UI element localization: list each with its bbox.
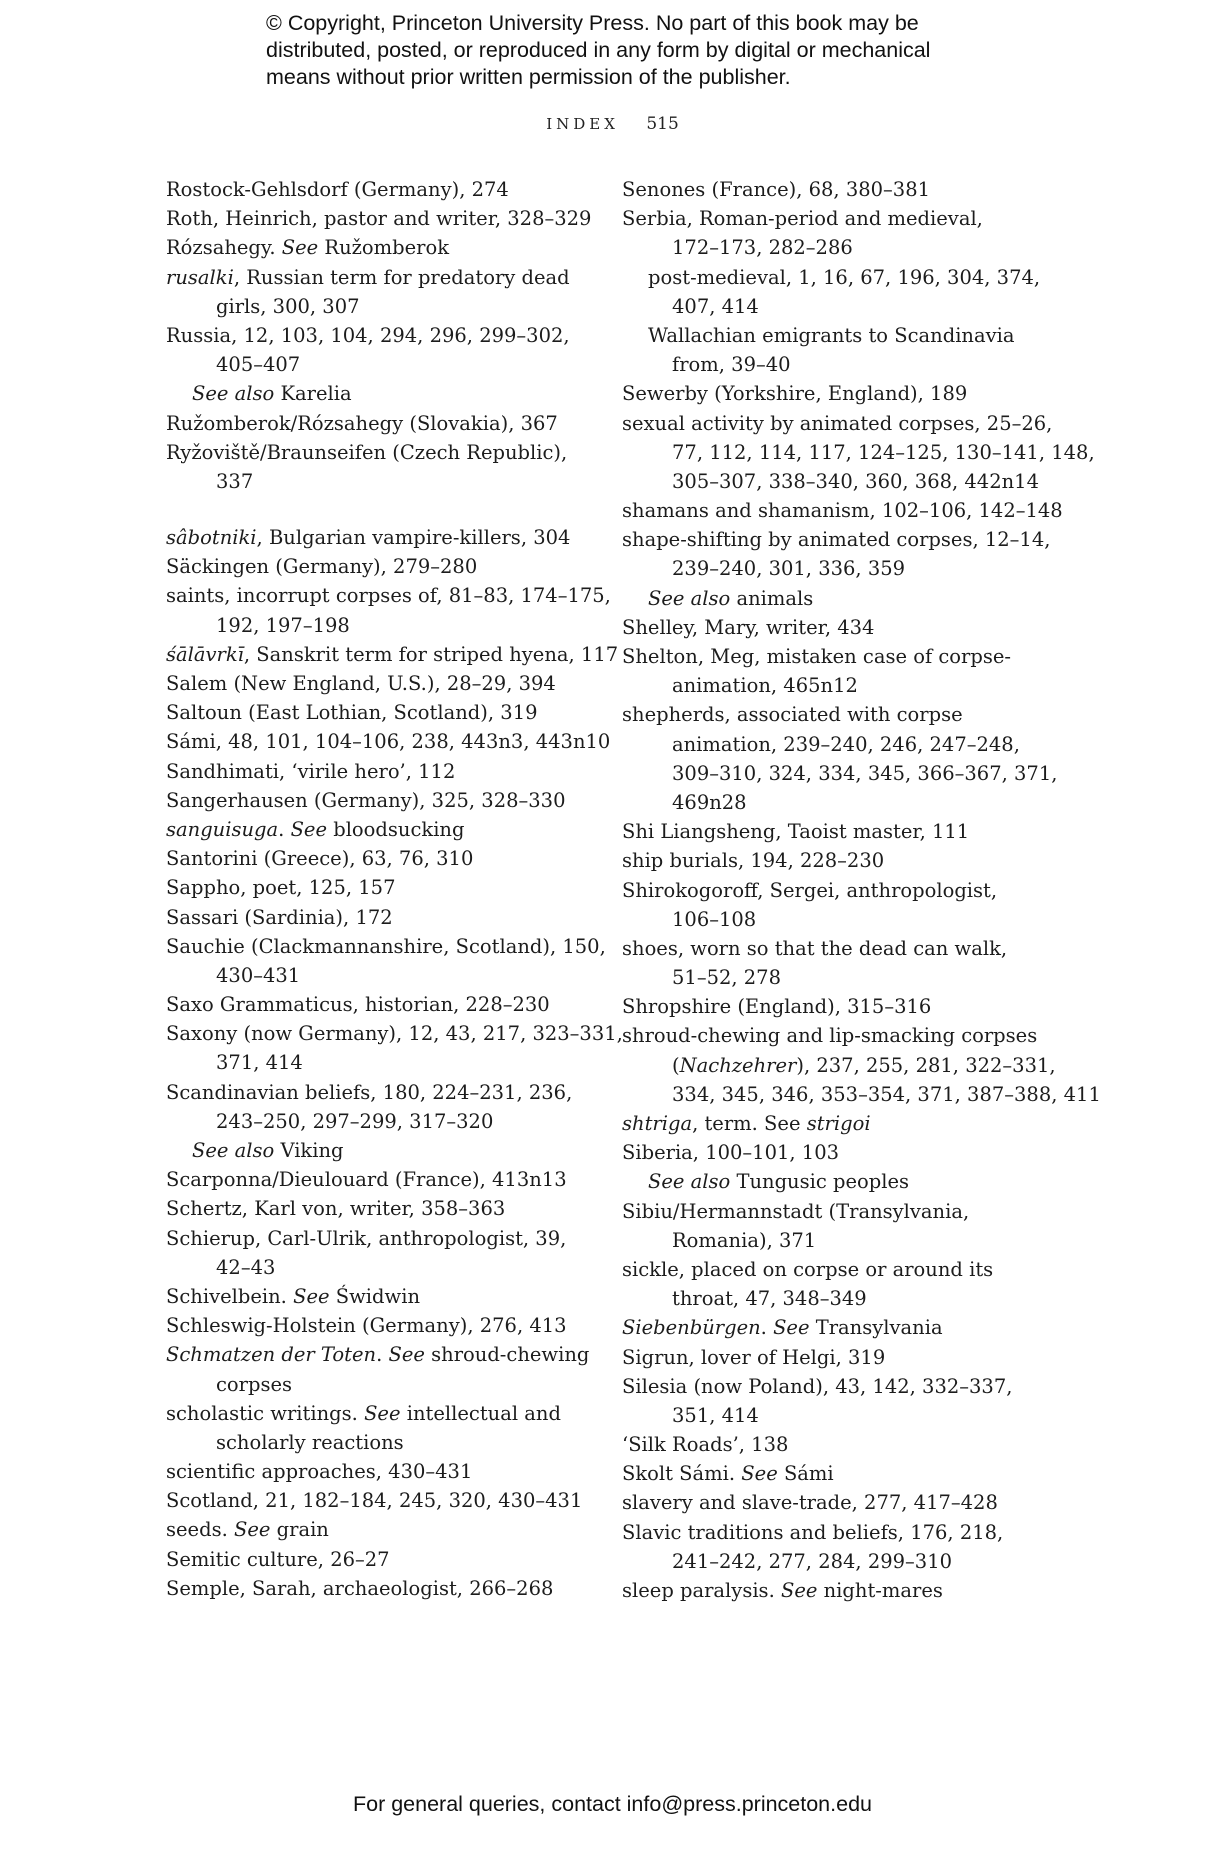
index-text: Shirokogoroff, Sergei, anthropologist, [622, 878, 998, 902]
index-entry [622, 1576, 1062, 1605]
index-entry [622, 1430, 1062, 1459]
index-text: Ružomberok [318, 236, 450, 260]
index-entry [166, 1399, 606, 1428]
index-entry [166, 786, 606, 815]
index-entry [166, 1574, 606, 1603]
index-text: throat, 47, 348–349 [672, 1287, 867, 1311]
index-entry [622, 1372, 1062, 1401]
index-entry-continuation [622, 438, 1095, 467]
index-entry [622, 700, 1062, 729]
index-text: Skolt Sámi. [622, 1462, 742, 1486]
index-entry [622, 525, 1062, 554]
index-text: grain [270, 1518, 329, 1542]
index-entry [622, 876, 1062, 905]
index-entry-continuation [166, 292, 606, 321]
index-entry [166, 263, 606, 292]
index-entry [166, 873, 606, 902]
index-text: Wallachian emigrants to Scandinavia [648, 323, 1015, 347]
index-entry-continuation [622, 554, 1062, 583]
index-entry-continuation [622, 350, 1062, 379]
index-text: See [388, 1343, 425, 1367]
index-text: 192, 197–198 [216, 613, 350, 637]
index-entry [622, 1488, 1062, 1517]
index-entry [622, 409, 1062, 438]
index-entry-continuation [166, 1370, 606, 1399]
index-entry [622, 1138, 1062, 1167]
index-text: Saxony (now Germany), 12, 43, 217, 323–331, [166, 1022, 623, 1046]
index-text: See also [648, 586, 731, 610]
index-column-left [166, 175, 623, 1603]
running-head-title: INDEX [546, 115, 619, 133]
index-text: 305–307, 338–340, 360, 368, 442n14 [672, 469, 1039, 493]
index-text: Sassari (Sardinia), 172 [166, 905, 393, 929]
index-entry [166, 844, 606, 873]
index-text: Sibiu/Hermannstadt (Transylvania, [622, 1199, 970, 1223]
index-entry [622, 1197, 1062, 1226]
index-entry [166, 552, 606, 581]
index-entry [166, 1194, 606, 1223]
index-text: shepherds, associated with corpse [622, 703, 963, 727]
index-text: scientific approaches, 430–431 [166, 1460, 473, 1484]
index-entry [166, 1224, 606, 1253]
index-text: Sauchie (Clackmannanshire, Scotland), 150, [166, 934, 606, 958]
index-text: 241–242, 277, 284, 299–310 [672, 1549, 953, 1573]
index-text: girls, 300, 307 [216, 294, 360, 318]
index-text: Säckingen (Germany), 279–280 [166, 555, 478, 579]
index-entry-continuation [166, 1136, 606, 1165]
index-text: Sámi [777, 1462, 834, 1486]
index-text: 243–250, 297–299, 317–320 [216, 1109, 494, 1133]
index-text: Rózsahegy. [166, 236, 282, 260]
index-entry [166, 204, 606, 233]
index-text: from, 39–40 [672, 353, 791, 377]
index-text: See [233, 1518, 271, 1542]
index-text: , Sanskrit term for striped hyena, 117 [243, 642, 619, 666]
index-text: Russia, 12, 103, 104, 294, 296, 299–302, [166, 323, 570, 347]
index-text: Transylvania [809, 1316, 943, 1340]
index-text: sickle, placed on corpse or around its [622, 1257, 994, 1281]
index-text: 172–173, 282–286 [672, 236, 853, 260]
index-text: animation, 239–240, 246, 247–248, [672, 732, 1020, 756]
index-text: 351, 414 [672, 1403, 759, 1427]
index-text: 371, 414 [216, 1051, 303, 1075]
copyright-line: distributed, posted, or reproduced in any form by digital or mechanical [266, 38, 931, 62]
index-text: ( [672, 1053, 680, 1077]
index-text: Sigrun, lover of Helgi, 319 [622, 1345, 886, 1369]
index-text: ‘Silk Roads’, 138 [622, 1433, 789, 1457]
index-entry-continuation [166, 1107, 606, 1136]
index-entry-continuation [166, 1428, 606, 1457]
index-text: Shelley, Mary, writer, 434 [622, 615, 875, 639]
index-entry-continuation [622, 905, 1062, 934]
index-text: corpses [216, 1372, 293, 1396]
index-text: Saxo Grammaticus, historian, 228–230 [166, 993, 550, 1017]
index-text: . [278, 817, 291, 841]
index-text: shape-shifting by animated corpses, 12–14, [622, 528, 1051, 552]
index-text: Tungusic peoples [730, 1170, 910, 1194]
index-entry-continuation [166, 379, 606, 408]
index-text: Siberia, 100–101, 103 [622, 1141, 840, 1165]
index-text: 309–310, 324, 334, 345, 366–367, 371, [672, 761, 1058, 785]
index-text: scholarly reactions [216, 1430, 404, 1454]
index-entry-continuation [622, 1080, 1101, 1109]
index-text: 469n28 [672, 790, 747, 814]
index-text: Silesia (now Poland), 43, 142, 332–337, [622, 1374, 1013, 1398]
index-text: Slavic traditions and beliefs, 176, 218, [622, 1520, 1004, 1544]
index-text: shroud-chewing and lip-smacking corpses [622, 1024, 1038, 1048]
index-text: , Bulgarian vampire-killers, 304 [256, 526, 571, 550]
index-entry [622, 992, 1062, 1021]
running-head [0, 114, 1225, 134]
index-text: Shropshire (England), 315–316 [622, 995, 932, 1019]
index-text: See [741, 1462, 778, 1486]
index-text: Schivelbein. [166, 1284, 294, 1308]
index-text: Shelton, Meg, mistaken case of corpse- [622, 645, 1011, 668]
index-entry-continuation [622, 1284, 1062, 1313]
index-text: See also [648, 1170, 731, 1194]
index-text: post-medieval, 1, 16, 67, 196, 304, 374, [648, 265, 1041, 289]
index-text: slavery and slave-trade, 277, 417–428 [622, 1491, 998, 1515]
index-text: Sámi, 48, 101, 104–106, 238, 443n3, 443n10 [166, 730, 611, 754]
index-text: Rostock-Gehlsdorf (Germany), 274 [166, 178, 509, 201]
index-entry-continuation [622, 788, 1062, 817]
index-text: 407, 414 [672, 294, 759, 318]
index-entry [166, 409, 606, 438]
index-entry-continuation [622, 263, 1062, 292]
index-entry [622, 934, 1062, 963]
footer-contact: For general queries, contact info@press.princeton.edu [352, 1792, 872, 1816]
index-entry-continuation [622, 730, 1062, 759]
index-entry [622, 846, 1062, 875]
index-text: Siebenbürgen [622, 1316, 761, 1340]
index-text: shamans and shamanism, 102–106, 142–148 [622, 499, 1063, 523]
index-text: See [290, 817, 328, 841]
index-entry-continuation [622, 1051, 1062, 1080]
index-entry [622, 1109, 1062, 1138]
index-text: rusalki [166, 265, 234, 289]
index-text: sexual activity by animated corpses, 25–26, [622, 411, 1053, 435]
index-text: , term. See [692, 1112, 807, 1135]
index-entry [166, 990, 606, 1019]
index-entry [622, 1313, 1062, 1342]
index-text: scholastic writings. [166, 1401, 365, 1425]
index-text: 430–431 [216, 963, 301, 987]
index-entry-continuation [622, 1167, 1062, 1196]
index-text: See [773, 1316, 810, 1340]
index-text: ship burials, 194, 228–230 [622, 849, 885, 873]
index-text: Saltoun (East Lothian, Scotland), 319 [166, 701, 538, 725]
section-gap [166, 496, 606, 523]
index-text: Scarponna/Dieulouard (France), 413n13 [166, 1168, 567, 1192]
index-entry [622, 642, 1062, 671]
index-text: 405–407 [216, 353, 301, 377]
index-text: Schierup, Carl-Ulrik, anthropologist, 39, [166, 1226, 567, 1250]
index-text: Ryžoviště/Braunseifen (Czech Republic), [166, 440, 568, 464]
index-text: shtriga [622, 1112, 693, 1135]
index-text: Sangerhausen (Germany), 325, 328–330 [166, 788, 566, 812]
index-text: Serbia, Roman-period and medieval, [622, 207, 983, 231]
index-entry [166, 932, 606, 961]
index-text: 106–108 [672, 907, 757, 931]
index-entry [622, 1459, 1062, 1488]
index-entry [166, 438, 606, 467]
index-entry [166, 581, 611, 610]
index-entry [166, 1311, 606, 1340]
index-text: See [364, 1401, 401, 1425]
index-text: Santorini (Greece), 63, 76, 310 [166, 847, 474, 871]
index-text: See also [192, 382, 275, 406]
index-text: Nachzehrer [679, 1053, 797, 1077]
index-entry [622, 379, 1062, 408]
index-entry-continuation [622, 759, 1062, 788]
index-entry [166, 1545, 606, 1574]
index-entry [166, 1515, 606, 1544]
index-text: 77, 112, 114, 117, 124–125, 130–141, 148, [672, 440, 1095, 464]
index-text: shroud-chewing [424, 1343, 590, 1367]
index-entry [622, 1518, 1062, 1547]
index-text: animation, 465n12 [672, 674, 858, 698]
index-entry [166, 1078, 606, 1107]
index-column-right [622, 175, 1101, 1605]
index-entry [166, 727, 611, 756]
index-entry [166, 757, 606, 786]
index-text: See [780, 1579, 818, 1602]
index-text: Schmatzen der Toten [166, 1343, 377, 1367]
index-text: Schertz, Karl von, writer, 358–363 [166, 1197, 506, 1221]
copyright-notice [266, 10, 1026, 91]
index-text: śālāvrkī [166, 642, 244, 666]
index-text: See also [192, 1139, 275, 1162]
index-entry-continuation [622, 963, 1062, 992]
index-entry-continuation [166, 1048, 606, 1077]
index-text: ), 237, 255, 281, 322–331, [796, 1053, 1056, 1077]
index-entry-continuation [622, 584, 1062, 613]
index-text: Sewerby (Yorkshire, England), 189 [622, 382, 968, 406]
index-text: Romania), 371 [672, 1228, 817, 1252]
index-entry [622, 175, 1062, 204]
index-text: Scotland, 21, 182–184, 245, 320, 430–431 [166, 1489, 583, 1513]
index-entry [622, 204, 1062, 233]
index-text: seeds. [166, 1518, 234, 1542]
index-entry [166, 1165, 606, 1194]
index-text: strigoi [806, 1112, 871, 1135]
index-text: 239–240, 301, 336, 359 [672, 557, 906, 581]
index-text: . [760, 1316, 774, 1340]
index-entry-continuation [166, 1253, 606, 1282]
index-entry [166, 698, 606, 727]
index-text: Świdwin [329, 1284, 421, 1308]
index-entry-continuation [622, 467, 1062, 496]
index-text: night-mares [817, 1579, 943, 1602]
index-text: Karelia [274, 382, 352, 406]
index-text: 42–43 [216, 1255, 276, 1279]
index-text: saints, incorrupt corpses of, 81–83, 174–175, [166, 584, 611, 608]
index-entry [166, 1340, 606, 1369]
index-entry [166, 1282, 606, 1311]
index-entry-continuation [622, 292, 1062, 321]
index-entry-continuation [622, 1226, 1062, 1255]
index-text: Semple, Sarah, archaeologist, 266–268 [166, 1576, 554, 1600]
index-text: , Russian term for predatory dead [233, 265, 570, 289]
index-text: Salem (New England, U.S.), 28–29, 394 [166, 672, 556, 695]
index-entry [166, 175, 606, 204]
copyright-line: © Copyright, Princeton University Press. No part of this book may be [266, 11, 919, 35]
index-text: Sappho, poet, 125, 157 [166, 876, 396, 900]
index-text: sleep paralysis. [622, 1579, 781, 1602]
index-entry-continuation [622, 1547, 1062, 1576]
index-text: Semitic culture, 26–27 [166, 1547, 390, 1571]
index-text: 51–52, 278 [672, 966, 781, 990]
index-entry [622, 496, 1062, 525]
index-text: Shi Liangsheng, Taoist master, 111 [622, 820, 970, 844]
index-entry-continuation [166, 961, 606, 990]
index-text: Schleswig-Holstein (Germany), 276, 413 [166, 1314, 567, 1338]
index-text: Sandhimati, ‘virile hero’, 112 [166, 759, 456, 783]
index-entry [166, 1019, 623, 1048]
index-text: intellectual and [400, 1401, 561, 1425]
index-text: 337 [216, 469, 254, 493]
index-text: bloodsucking [327, 817, 465, 841]
index-entry [622, 817, 1062, 846]
index-entry-continuation [166, 611, 606, 640]
copyright-line: means without prior written permission of the publisher. [266, 65, 791, 89]
index-entry [622, 1021, 1062, 1050]
index-text: sanguisuga [166, 817, 279, 841]
index-entry-continuation [622, 321, 1062, 350]
index-text: See [281, 236, 319, 260]
index-text: Scandinavian beliefs, 180, 224–231, 236, [166, 1080, 573, 1104]
index-entry [622, 1255, 1062, 1284]
index-entry-continuation [622, 1401, 1062, 1430]
index-entry [166, 815, 606, 844]
index-text: 334, 345, 346, 353–354, 371, 387–388, 411 [672, 1082, 1101, 1106]
page-number: 515 [646, 114, 679, 134]
index-text: Senones (France), 68, 380–381 [622, 178, 931, 201]
index-text: . [376, 1343, 389, 1367]
index-entry [166, 321, 606, 350]
index-text: shoes, worn so that the dead can walk, [622, 936, 1008, 960]
index-text: animals [730, 586, 814, 610]
index-text: See [293, 1284, 330, 1308]
index-entry-continuation [622, 233, 1062, 262]
index-entry [166, 233, 606, 262]
index-entry [166, 1457, 606, 1486]
index-entry [166, 523, 606, 552]
index-entry [622, 1343, 1062, 1372]
index-entry-continuation [622, 671, 1062, 700]
index-entry [622, 613, 1062, 642]
index-entry-continuation [166, 350, 606, 379]
index-entry [166, 640, 619, 669]
index-text: Roth, Heinrich, pastor and writer, 328–329 [166, 207, 592, 231]
index-text: sâbotniki [166, 526, 257, 550]
index-entry-continuation [166, 467, 606, 496]
index-text: Ružomberok/Rózsahegy (Slovakia), 367 [166, 411, 558, 435]
index-entry [166, 1486, 606, 1515]
index-entry [166, 669, 606, 698]
index-entry [166, 903, 606, 932]
index-text: Viking [274, 1139, 344, 1162]
